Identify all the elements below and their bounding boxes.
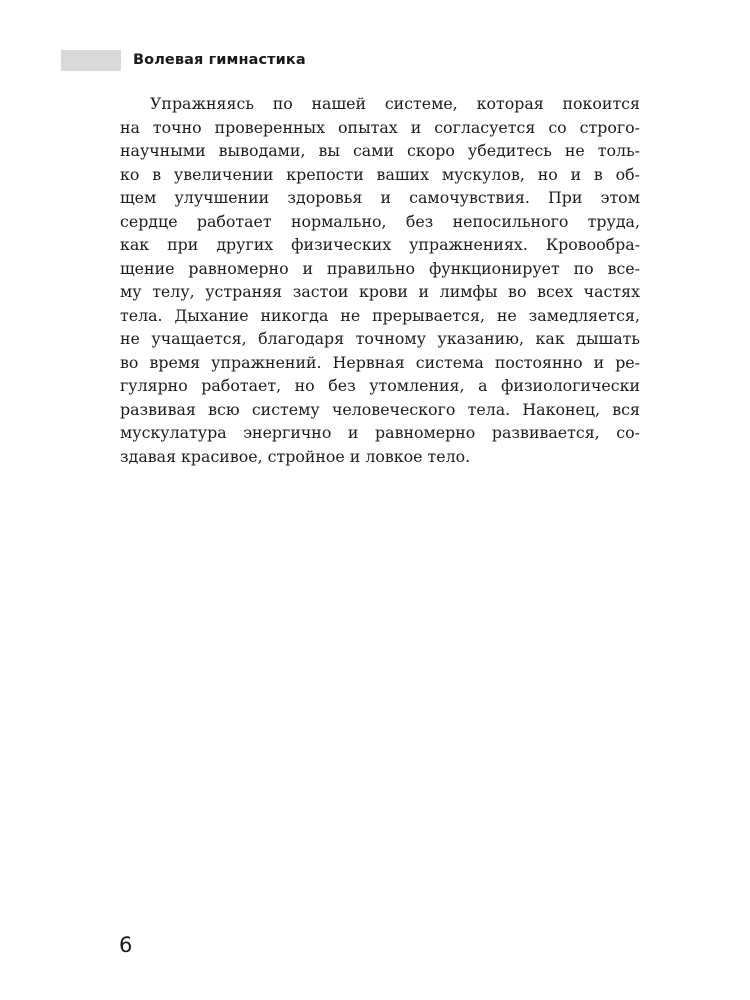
text-line: щение равномерно и правильно функционирует по все- [120, 258, 640, 278]
text-line: на точно проверенных опытах и согласуется со строго- [120, 117, 640, 137]
text-line: Упражняясь по нашей системе, которая покоится [150, 94, 640, 113]
text-line: мускулатура энергично и равномерно развивается, со- [120, 423, 640, 442]
text-line: щем улучшении здоровья и самочувствия. При этом [120, 188, 640, 207]
text-line: му телу, устраняя застои крови и лимфы во всех частях [120, 282, 640, 301]
text-line: научными выводами, вы сами скоро убедитесь не толь- [120, 141, 640, 160]
body-paragraph [120, 92, 640, 468]
text-line: ко в увеличении крепости ваших мускулов, но и в об- [120, 164, 640, 184]
text-line: гулярно работает, но без утомления, а физиологически [120, 376, 640, 395]
text-line: тела. Дыхание никогда не прерывается, не замедляется, [120, 305, 640, 325]
text-line: во время упражнений. Нервная система постоянно и ре- [120, 352, 640, 372]
text-line: здавая красивое, стройное и ловкое тело. [120, 446, 471, 466]
text-line: как при других физических упражнениях. Кровообра- [120, 235, 640, 254]
page-number: 6 [119, 933, 133, 957]
text-line: развивая всю систему человеческого тела. Наконец, вся [120, 399, 640, 419]
text-line: сердце работает нормально, без непосильного труда, [120, 211, 640, 231]
text-line: не учащается, благодаря точному указанию, как дышать [120, 329, 640, 348]
header-decorative-bar [61, 50, 121, 71]
running-head-title: Волевая гимнастика [133, 52, 306, 68]
